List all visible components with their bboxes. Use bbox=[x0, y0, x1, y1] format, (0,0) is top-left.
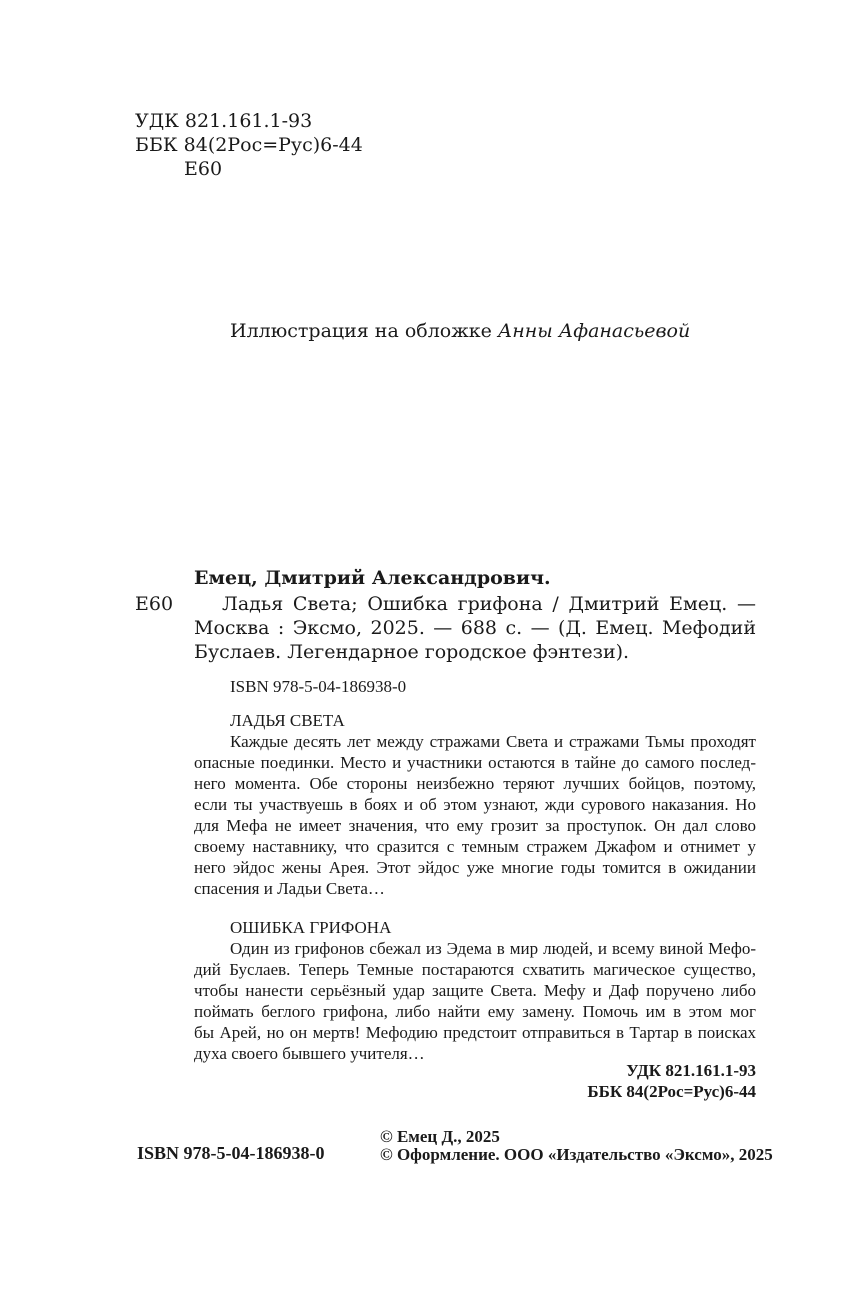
bib-line-2: Москва : Эксмо, 2025. — 688 с. — (Д. Емец. Мефодий bbox=[194, 617, 756, 639]
illustration-credit bbox=[230, 319, 690, 343]
annotation-2-line: поймать беглого грифона, либо найти ему замену. Помочь им в этом мог bbox=[194, 1002, 756, 1021]
udk-code-bottom: УДК 821.161.1-93 bbox=[626, 1061, 756, 1080]
bib-line-1: Ладья Света; Ошибка грифона / Дмитрий Емец. — bbox=[222, 593, 756, 615]
author-sign-top: Е60 bbox=[184, 158, 223, 180]
annotation-2-line: чтобы нанести серьёзный удар защите Света. Мефу и Даф поручено либо bbox=[194, 981, 756, 1000]
annotation-1-line: Каждые десять лет между стражами Света и стражами Тьмы проходят bbox=[230, 732, 756, 751]
footer-isbn: ISBN 978-5-04-186938-0 bbox=[137, 1143, 325, 1163]
annotation-1-line: него эйдос жены Арея. Этот эйдос уже многие годы томится в ожидании bbox=[194, 858, 756, 877]
footer-copyright-author: © Емец Д., 2025 bbox=[380, 1127, 500, 1146]
annotation-2-line: бы Арей, но он мертв! Мефодию предстоит отправиться в Тартар в поисках bbox=[194, 1023, 756, 1042]
annotation-1-line: для Мефа не имеет значения, что ему грозит за проступок. Он дал слово bbox=[194, 816, 756, 835]
annotation-2-line: Один из грифонов сбежал из Эдема в мир людей, и всему виной Мефо- bbox=[230, 939, 756, 958]
annotation-title-1: ЛАДЬЯ СВЕТА bbox=[230, 711, 345, 730]
author-heading: Емец, Дмитрий Александрович. bbox=[194, 567, 551, 589]
bib-isbn: ISBN 978-5-04-186938-0 bbox=[230, 677, 407, 696]
annotation-1-line: спасения и Ладьи Света… bbox=[194, 879, 385, 898]
illustration-artist: Анны Афанасьевой bbox=[497, 320, 691, 342]
bbk-code-top: ББК 84(2Рос=Рус)6-44 bbox=[135, 134, 363, 156]
footer-copyright-design: © Оформление. ООО «Издательство «Эксмо», 2025 bbox=[380, 1145, 773, 1164]
author-sign-bib: Е60 bbox=[135, 593, 174, 615]
annotation-2-line: дий Буслаев. Теперь Темные постараются схватить магическое существо, bbox=[194, 960, 756, 979]
illustration-prefix: Иллюстрация на обложке bbox=[230, 320, 492, 342]
annotation-1-line: него момента. Обе стороны неизбежно теряют лучших бойцов, поэтому, bbox=[194, 774, 756, 793]
annotation-1-line: опасные поединки. Место и участники остаются в тайне до самого послед- bbox=[194, 753, 756, 772]
annotation-2-line: духа своего бывшего учителя… bbox=[194, 1044, 425, 1063]
annotation-1-line: если ты участвуешь в боях и об этом узнают, жди сурового наказания. Но bbox=[194, 795, 756, 814]
udk-code-top: УДК 821.161.1-93 bbox=[135, 110, 313, 132]
annotation-title-2: ОШИБКА ГРИФОНА bbox=[230, 918, 392, 937]
bib-line-3: Буслаев. Легендарное городское фэнтези). bbox=[194, 641, 630, 663]
bbk-code-bottom: ББК 84(2Рос=Рус)6-44 bbox=[587, 1082, 756, 1101]
annotation-1-line: своему наставнику, что сразится с темным стражем Джафом и отнимет у bbox=[194, 837, 756, 856]
